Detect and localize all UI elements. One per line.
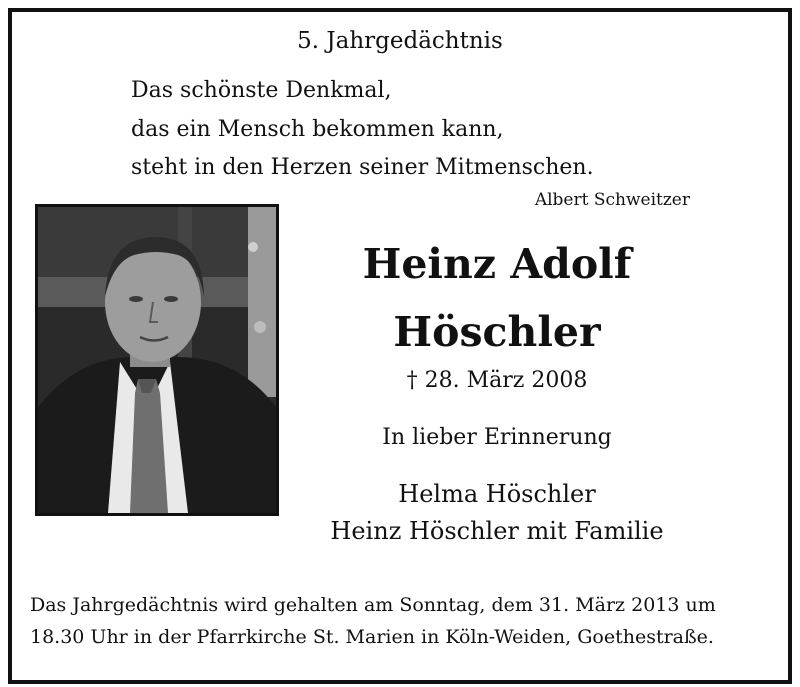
deceased-name-last: Höschler xyxy=(393,308,601,356)
quote-line: steht in den Herzen seiner Mitmenschen. xyxy=(131,155,594,180)
death-date: † 28. März 2008 xyxy=(406,368,588,393)
memory-line: In lieber Erinnerung xyxy=(382,425,612,450)
quote-line: das ein Mensch bekommen kann, xyxy=(131,117,504,142)
service-notice-line: Das Jahrgedächtnis wird gehalten am Sonntag, dem 31. März 2013 um xyxy=(30,594,716,616)
portrait-photo xyxy=(35,204,279,516)
mourner-name: Heinz Höschler mit Familie xyxy=(330,517,664,545)
obituary-notice xyxy=(8,8,792,684)
quote-line: Das schönste Denkmal, xyxy=(131,78,392,103)
deceased-name-first: Heinz Adolf xyxy=(362,240,632,288)
anniversary-heading: 5. Jahrgedächtnis xyxy=(297,28,503,54)
quote-author: Albert Schweitzer xyxy=(534,190,690,210)
service-notice-line: 18.30 Uhr in der Pfarrkirche St. Marien in Köln-Weiden, Goethestraße. xyxy=(30,626,714,648)
mourner-name: Helma Höschler xyxy=(398,480,596,508)
